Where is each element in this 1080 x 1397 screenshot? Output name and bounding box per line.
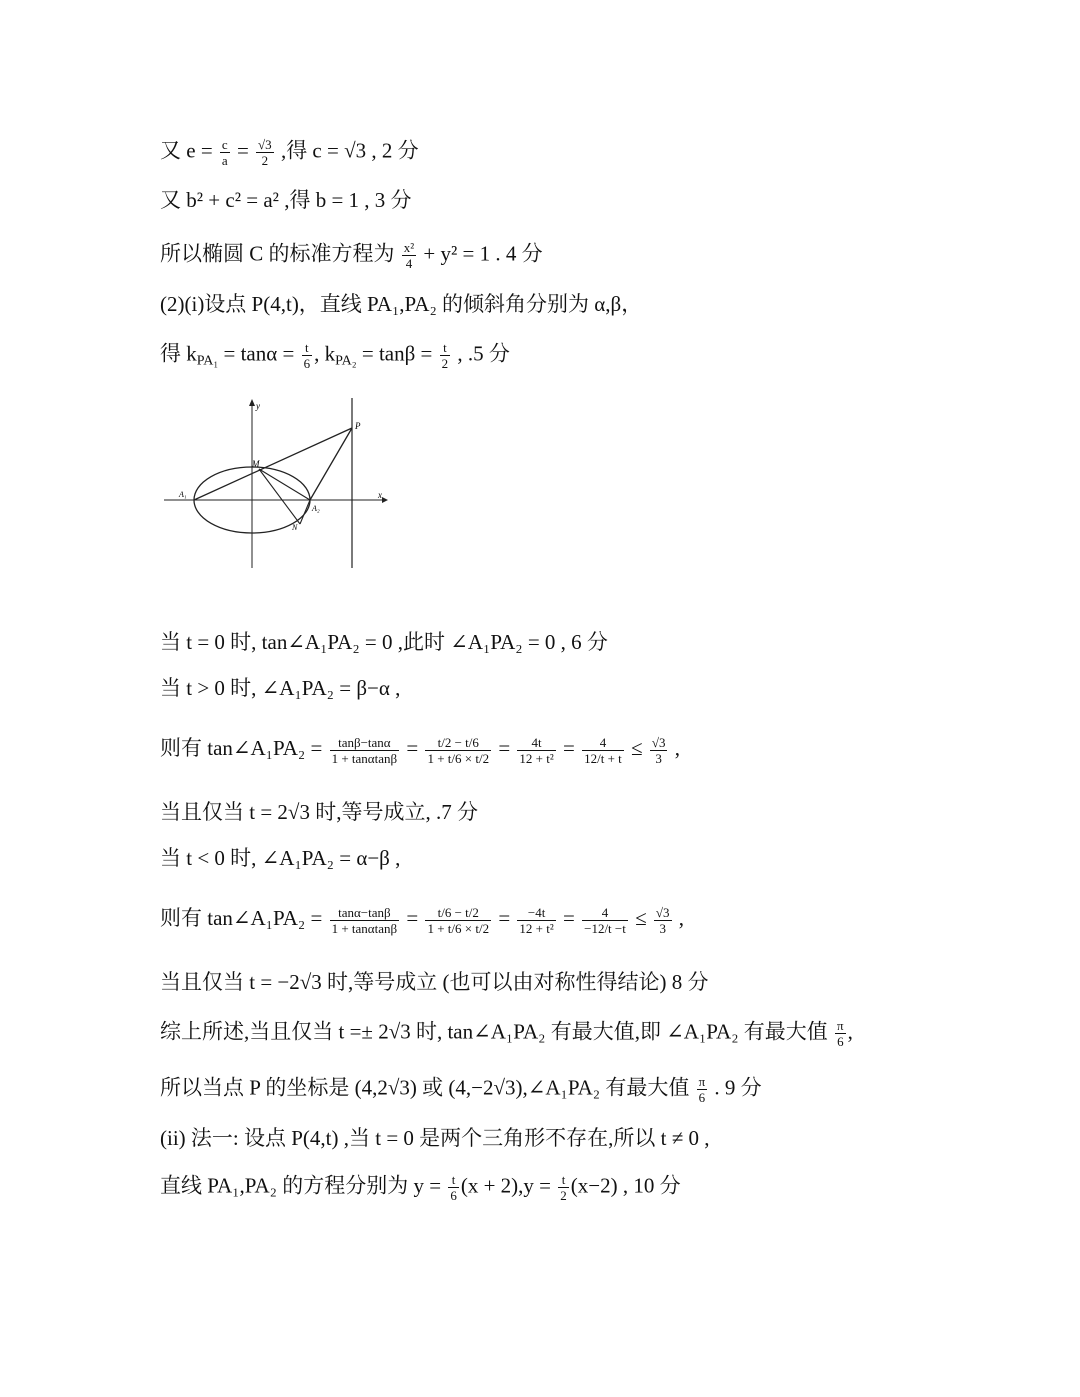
- text: ,: [678, 906, 685, 930]
- text: 所以椭圆 C 的标准方程为: [160, 241, 395, 266]
- den: 6: [837, 1034, 844, 1049]
- num: π: [698, 1074, 706, 1089]
- label-y: y: [256, 401, 260, 411]
- label-p: P: [355, 421, 361, 431]
- line-ellipse-equation: [160, 240, 543, 271]
- num: tanα−tanβ: [330, 905, 400, 921]
- num: 4: [582, 735, 624, 751]
- y-axis-arrow: [249, 399, 255, 406]
- fraction-t-over-6: [448, 1172, 459, 1203]
- line-summary: [160, 1018, 853, 1049]
- line-p-coordinates: [160, 1074, 762, 1105]
- fraction-pi-over-6: [697, 1074, 708, 1105]
- num: 4: [582, 905, 628, 921]
- num: x²: [403, 240, 415, 255]
- den: 6: [698, 1090, 706, 1105]
- text: ,得 c = √3 , 2 分: [280, 138, 419, 163]
- label-n: N: [292, 523, 298, 532]
- text: = tanα =: [223, 341, 295, 366]
- label-a1: A₁: [179, 490, 187, 499]
- frac-1: [330, 905, 400, 936]
- text: ,: [847, 1019, 853, 1044]
- frac-1: [330, 735, 400, 766]
- fraction-t-over-6: [302, 340, 313, 371]
- den: 1 + t/6 × t/2: [427, 750, 490, 766]
- num: 4t: [517, 735, 555, 751]
- line-set-point-p: (2)(i)设点 P(4,t)，直线 PA₁,PA₂ 的倾斜角分别为 α,β，: [160, 292, 643, 316]
- num: t: [448, 1172, 459, 1188]
- line-tan-positive: 则有 tan∠A₁PA₂ = $\frac{\tan\beta-\tan\alpha}{1 + \tan\alpha\tan\beta}$ = $\frac{t/2 - t/6}{1 + t/6 \times t/2}$ = $\frac{4t}{\text{12 + t²}}$ = $\frac{4}{12/t + t}$ ≤ $\frac{√3}{3}$ ,: [160, 734, 680, 766]
- num: tanβ−tanα: [330, 735, 400, 751]
- line-pa2: [310, 428, 352, 500]
- num: t: [558, 1172, 569, 1188]
- num: π: [837, 1018, 844, 1033]
- num: √3: [651, 734, 666, 750]
- den: 6: [303, 356, 311, 371]
- fraction-pi-over-6: [835, 1018, 846, 1049]
- text: , .5 分: [457, 341, 510, 366]
- den: a: [221, 153, 228, 168]
- frac-4: [582, 905, 628, 936]
- text: = tanβ =: [361, 341, 433, 366]
- line-equality-negative: 当且仅当 t = −2√3 时,等号成立 (也可以由对称性得结论) 8 分: [160, 970, 709, 994]
- line-eccentricity: [160, 137, 419, 168]
- den: 1 + t/6 × t/2: [427, 920, 490, 936]
- subscript: PA₁: [196, 353, 219, 369]
- line-equality-positive: 当且仅当 t = 2√3 时,等号成立, .7 分: [160, 800, 478, 824]
- den: 2: [560, 1188, 567, 1203]
- num: √3: [258, 137, 272, 152]
- line-t-negative: 当 t < 0 时, ∠A₁PA₂ = α−β ,: [160, 846, 401, 870]
- text: =: [236, 138, 249, 163]
- text: . 9 分: [714, 1075, 762, 1100]
- text: 所以当点 P 的坐标是 (4,2√3) 或 (4,−2√3),∠A₁PA₂ 有最大值: [160, 1075, 690, 1100]
- frac-2: [425, 905, 491, 936]
- fraction-x2-over-4: [402, 240, 416, 271]
- line-pa1: [194, 428, 352, 500]
- line-line-equations: [160, 1172, 681, 1203]
- num: t: [302, 340, 313, 356]
- text: , k: [314, 341, 336, 366]
- text: (x + 2),y =: [460, 1173, 552, 1198]
- text: 得 k: [160, 341, 197, 366]
- frac-2: [425, 735, 491, 766]
- label-x: x: [378, 490, 382, 500]
- den: 1 + tanαtanβ: [331, 750, 398, 766]
- x-axis-arrow: [382, 497, 388, 503]
- den: −12/t −t: [584, 920, 626, 936]
- subscript: PA₂: [335, 353, 357, 369]
- frac-3: [517, 905, 555, 936]
- den: 2: [261, 153, 269, 168]
- line-method-one: (ii) 法一: 设点 P(4,t) ,当 t = 0 是两个三角形不存在,所以 t ≠ 0 ,: [160, 1126, 710, 1150]
- num: c: [221, 137, 228, 152]
- num: −4t: [517, 905, 555, 921]
- line-a2n: [300, 500, 310, 524]
- fraction-sqrt3-over-2: [256, 137, 274, 168]
- line-ma2: [259, 469, 310, 500]
- frac-3: [517, 735, 555, 766]
- den: 3: [659, 920, 666, 936]
- den: 2: [441, 356, 449, 371]
- line-b-value: 又 b² + c² = a² ,得 b = 1 , 3 分: [160, 188, 412, 212]
- label-a2: A₂: [312, 504, 320, 513]
- line-t-zero: 当 t = 0 时, tan∠A₁PA₂ = 0 ,此时 ∠A₁PA₂ = 0 , 6 分: [160, 630, 608, 654]
- text: 则有 tan∠A₁PA₂ =: [160, 906, 323, 930]
- frac-5: [654, 905, 672, 936]
- text: 则有 tan∠A₁PA₂ =: [160, 736, 323, 760]
- fraction-c-over-a: [220, 137, 230, 168]
- num: √3: [655, 904, 670, 920]
- line-slopes: [160, 340, 510, 373]
- den: 1 + tanαtanβ: [331, 920, 398, 936]
- text: 又 e =: [160, 138, 213, 163]
- line-tan-negative: 则有 tan∠A₁PA₂ = $\frac{\tan\alpha-\tan\beta}{1 + \tan\alpha\tan\beta}$ = $\frac{t/6 - t/2}{1 + t/6 \times t/2}$ = $\frac{-4t}{\text{12 + t²}}$ = $\frac{4}{-12/t -t}$ ≤ $\frac{√3}{3}$ ,: [160, 904, 685, 936]
- text: 直线 PA₁,PA₂ 的方程分别为 y =: [160, 1173, 442, 1198]
- text: 综上所述,当且仅当 t =± 2√3 时, tan∠A₁PA₂ 有最大值,即 ∠A₁PA₂ 有最大值: [160, 1019, 828, 1044]
- den: 12 + t²: [519, 750, 554, 766]
- text: ,: [674, 736, 680, 760]
- text: + y² = 1 . 4 分: [423, 241, 543, 266]
- frac-4: [582, 735, 624, 766]
- den: 4: [405, 256, 413, 271]
- den: 12 + t²: [519, 920, 554, 936]
- den: 6: [450, 1188, 457, 1203]
- label-m: M: [252, 459, 260, 469]
- line-t-positive: 当 t > 0 时, ∠A₁PA₂ = β−α ,: [160, 676, 401, 700]
- den: 12/t + t: [584, 750, 622, 766]
- num: t/2 − t/6: [425, 735, 491, 751]
- den: 3: [655, 750, 662, 766]
- fraction-t-over-2: [558, 1172, 569, 1203]
- frac-5: [650, 735, 668, 766]
- fraction-t-over-2: [440, 340, 451, 371]
- num: t: [440, 340, 451, 356]
- text: (x−2) , 10 分: [570, 1173, 681, 1198]
- num: t/6 − t/2: [425, 905, 491, 921]
- ellipse-diagram: [164, 396, 394, 572]
